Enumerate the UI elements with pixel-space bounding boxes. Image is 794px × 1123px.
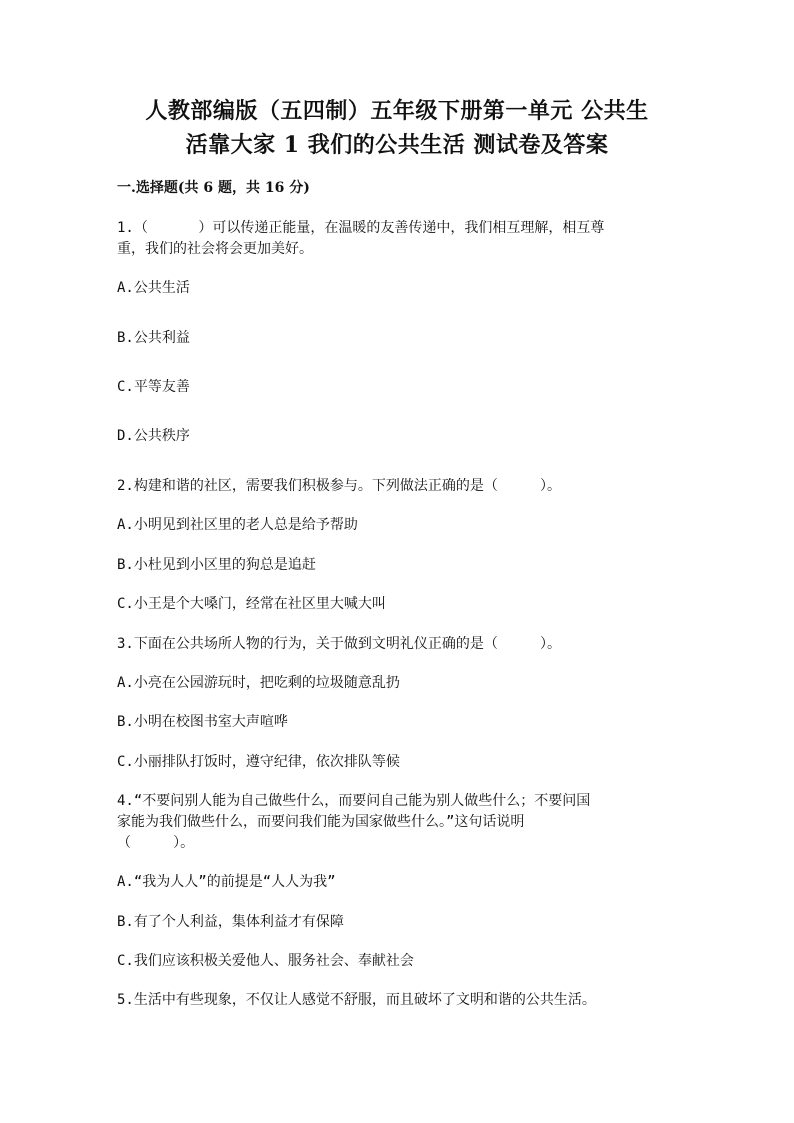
question-4-option-b: B.有了个人利益，集体利益才有保障 <box>117 914 344 930</box>
question-1-stem-line-2: 重，我们的社会将会更加美好。 <box>117 241 313 257</box>
question-3-stem-line-1: 3.下面在公共场所人物的行为，关于做到文明礼仪正确的是（ ）。 <box>117 636 561 652</box>
question-3-option-a: A.小亮在公园游玩时，把吃剩的垃圾随意乱扔 <box>117 675 400 691</box>
question-1-stem-line-1: 1.（ ）可以传递正能量，在温暖的友善传递中，我们相互理解，相互尊 <box>117 220 605 236</box>
question-4-stem-line-3: （ ）。 <box>117 835 195 851</box>
document-title-line-1: 人教部编版（五四制）五年级下册第一单元 公共生 <box>145 98 649 124</box>
document-title-line-2: 活靠大家 1 我们的公共生活 测试卷及答案 <box>185 132 609 158</box>
section-heading: 一.选择题(共 6 题，共 16 分) <box>117 180 310 196</box>
question-2-option-b: B.小杜见到小区里的狗总是追赶 <box>117 557 316 573</box>
question-3-option-c: C.小丽排队打饭时，遵守纪律，依次排队等候 <box>117 754 400 770</box>
question-5-stem-line-1: 5.生活中有些现象，不仅让人感觉不舒服，而且破坏了文明和谐的公共生活。 <box>117 992 596 1008</box>
question-1-option-b: B.公共利益 <box>117 330 190 346</box>
question-4-option-a: A.“我为人人”的前提是“人人为我” <box>117 874 336 890</box>
question-2-option-a: A.小明见到社区里的老人总是给予帮助 <box>117 517 358 533</box>
question-3-option-b: B.小明在校图书室大声喧哗 <box>117 714 288 730</box>
question-2-option-c: C.小王是个大嗓门，经常在社区里大喊大叫 <box>117 596 386 612</box>
question-1-option-d: D.公共秩序 <box>117 428 190 444</box>
question-2-stem-line-1: 2.构建和谐的社区，需要我们积极参与。下列做法正确的是（ ）。 <box>117 478 561 494</box>
question-4-stem-line-1: 4.“不要问别人能为自己做些什么，而要问自己能为别人做些什么；不要问国 <box>117 793 591 809</box>
question-4-stem-line-2: 家能为我们做些什么，而要问我们能为国家做些什么。”这句话说明 <box>117 814 525 830</box>
question-1-option-c: C.平等友善 <box>117 379 190 395</box>
question-4-option-c: C.我们应该积极关爱他人、服务社会、奉献社会 <box>117 953 414 969</box>
question-1-option-a: A.公共生活 <box>117 280 190 296</box>
